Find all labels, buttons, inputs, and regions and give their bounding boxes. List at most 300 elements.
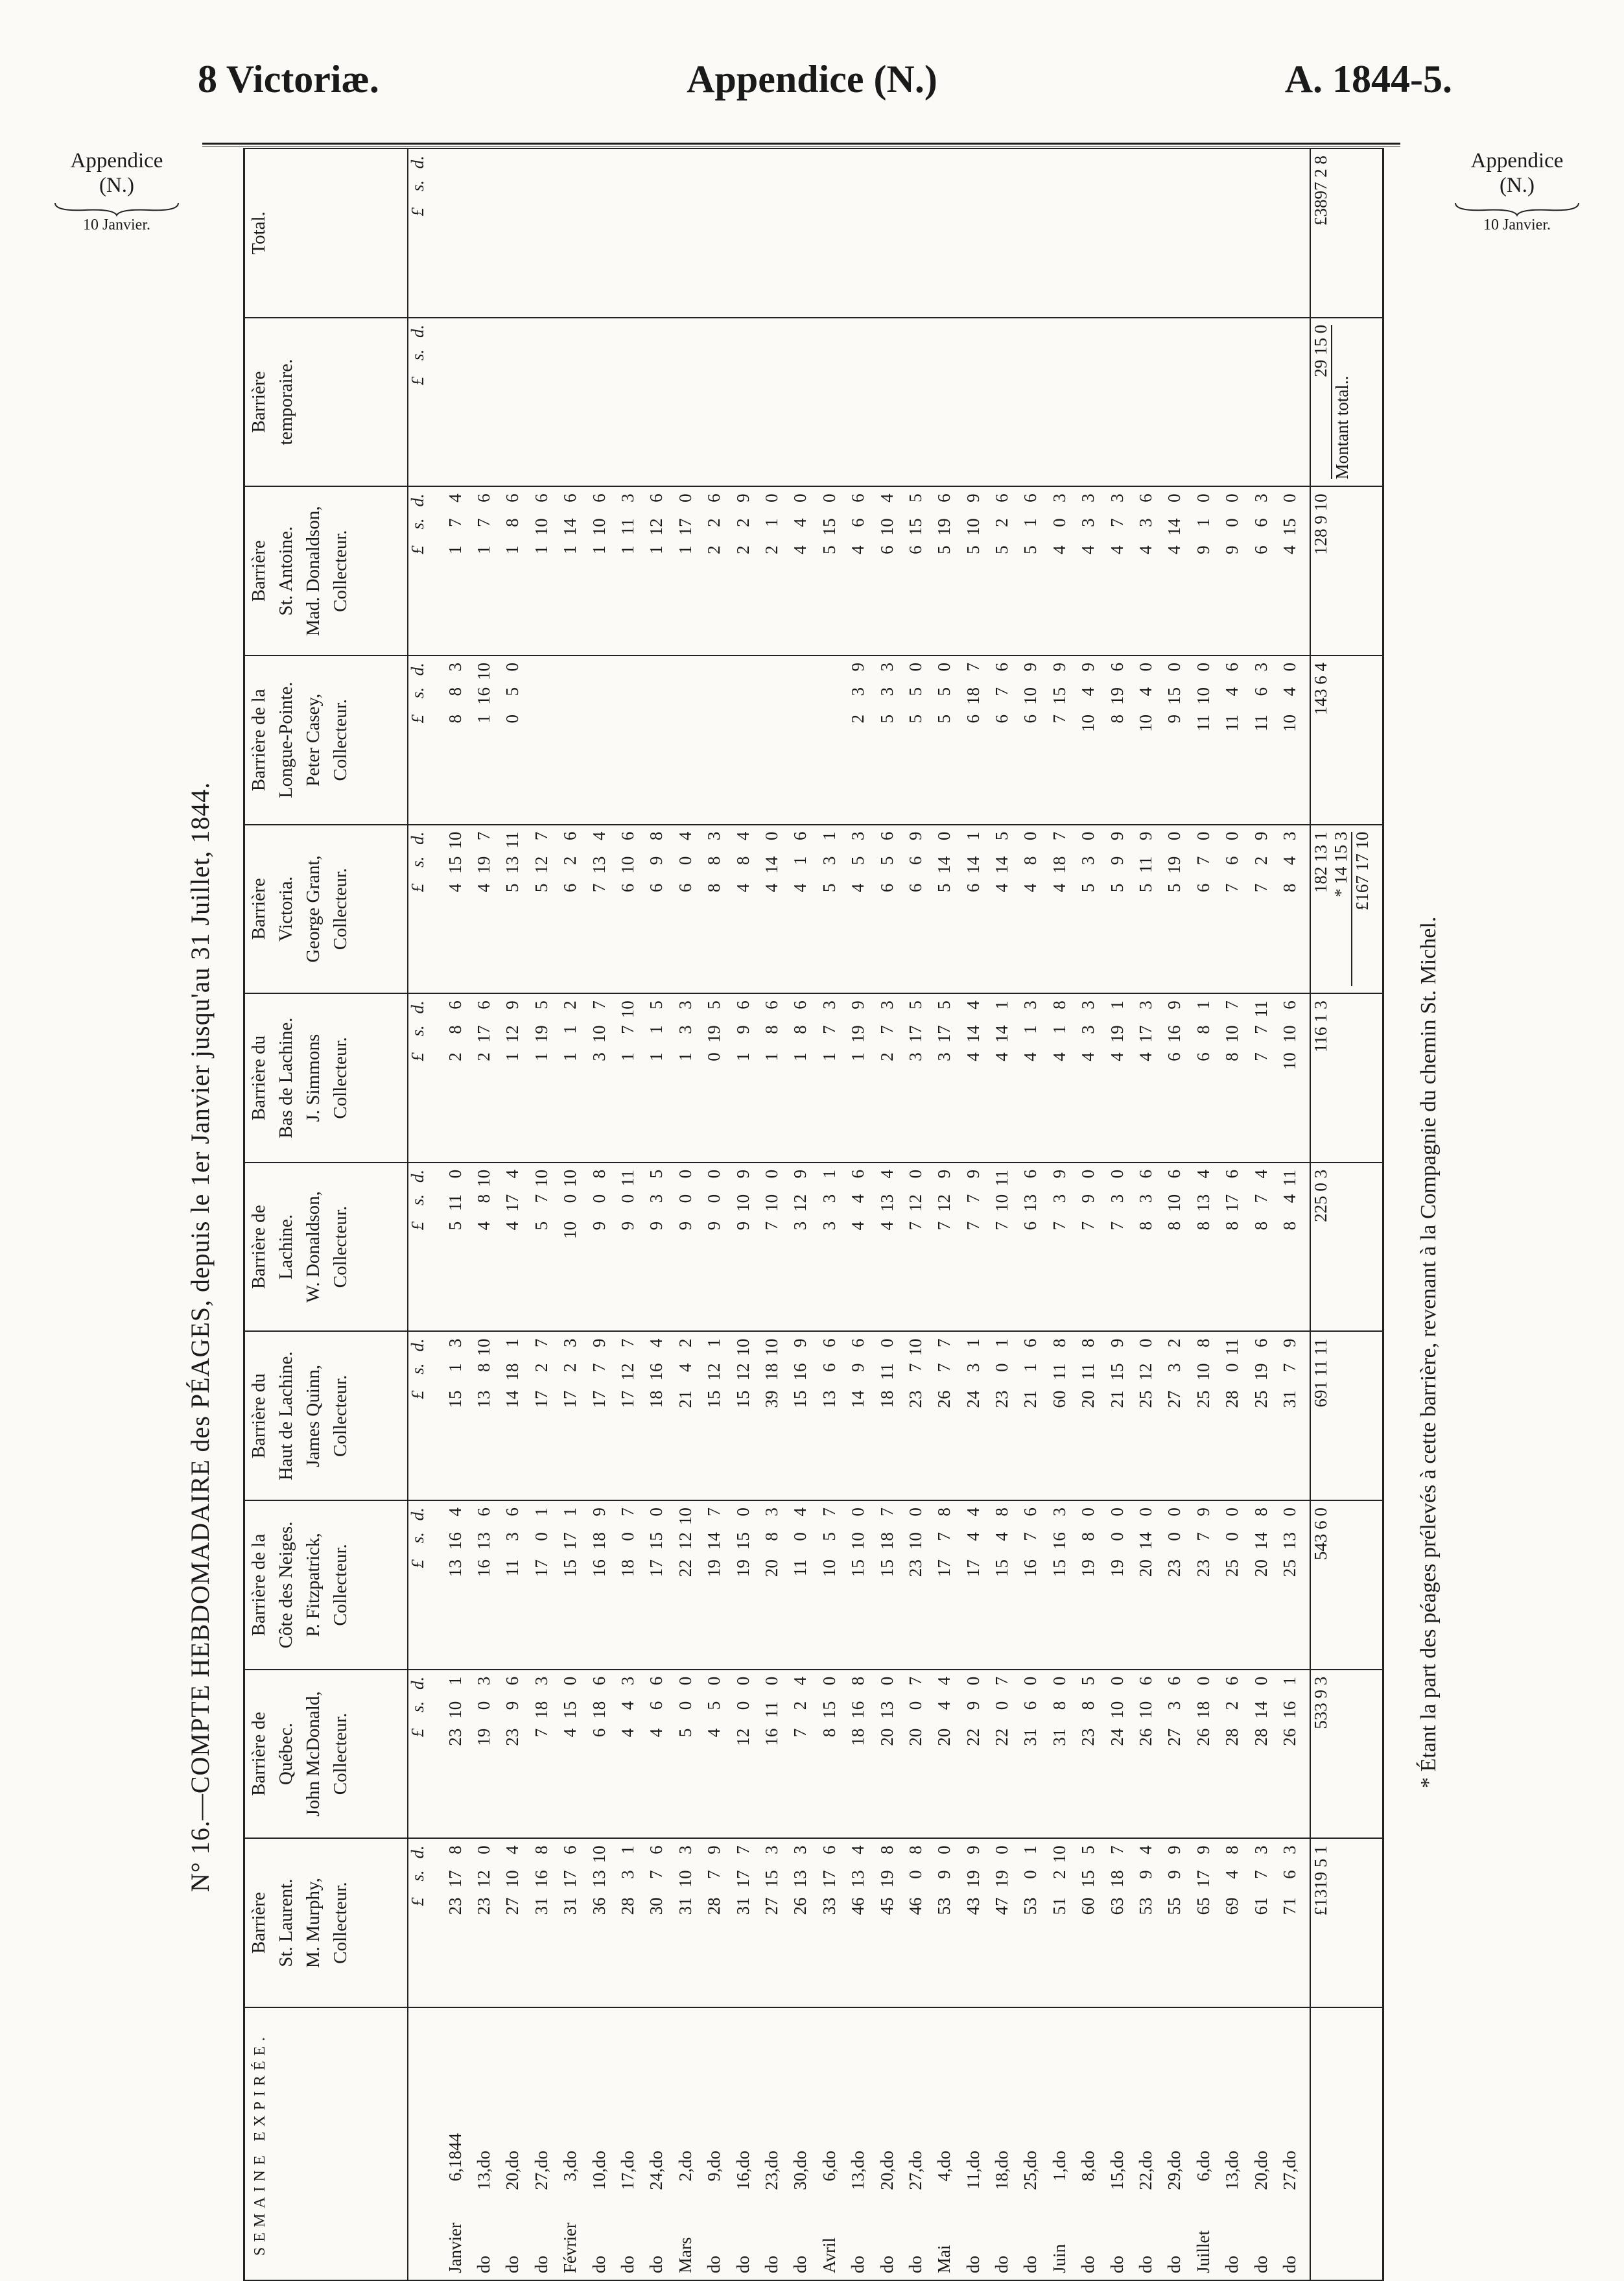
amount-part: 19 — [963, 1870, 983, 1888]
amount-part: 7 — [992, 1676, 1012, 1686]
amount-cell — [1280, 1163, 1310, 1332]
amount-part: 16 — [474, 687, 494, 705]
amount-part: 6 — [1020, 1221, 1041, 1231]
amount-part: 5 — [502, 687, 523, 696]
amount-part: 6 — [848, 1338, 868, 1347]
amount-part: 10 — [474, 1169, 494, 1187]
amount-cell — [1108, 656, 1136, 825]
column-header-line: Barrière de la — [248, 689, 269, 792]
amount-part: 2 — [733, 518, 753, 527]
amount-part: 6 — [589, 1676, 609, 1686]
column-header — [244, 1163, 408, 1332]
amount-part: 19 — [877, 1870, 897, 1888]
amount-part: 7 — [1251, 883, 1271, 893]
amount-part: 2 — [1222, 1701, 1242, 1710]
week-cell — [1136, 2007, 1165, 2280]
week-d: 13, — [848, 2168, 868, 2190]
amount-cell — [590, 1670, 618, 1839]
amount-part: 19 — [1164, 856, 1184, 874]
amount-cell — [1194, 318, 1223, 487]
table-row — [964, 148, 993, 2280]
amount-part: 8 — [474, 1363, 494, 1372]
side-note-sub: (N.) — [1499, 173, 1535, 197]
amount-cell — [705, 1331, 733, 1500]
column-header — [244, 825, 408, 994]
amount-part: 25 — [1222, 1559, 1242, 1578]
side-note-sub: (N.) — [99, 173, 135, 197]
amount-cell — [532, 1838, 561, 2007]
week-cell — [993, 2007, 1021, 2280]
amount-part: 3 — [1279, 831, 1299, 841]
week-cell — [906, 2007, 935, 2280]
table-row — [762, 148, 791, 2280]
amount-part: 5 — [905, 714, 925, 724]
amount-part: 6 — [963, 714, 983, 724]
amount-part: 0 — [992, 1363, 1012, 1372]
amount-part: 1 — [502, 1052, 523, 1061]
amount-cell — [849, 1163, 877, 1332]
amount-part: 8 — [445, 714, 465, 724]
amount-cell — [1280, 486, 1310, 656]
amount-cell — [762, 148, 791, 318]
amount-part: 0 — [1164, 1507, 1184, 1517]
amount-part: 4 — [445, 493, 465, 502]
amount-part: 9 — [1164, 714, 1184, 724]
amount-part: 0 — [1020, 831, 1041, 841]
amount-part: 3 — [1078, 1025, 1098, 1034]
amount-cell — [1194, 1838, 1223, 2007]
amount-part: 6 — [905, 856, 925, 866]
amount-part: 14 — [761, 856, 781, 874]
amount-cell — [475, 1500, 503, 1670]
amount-cell — [647, 1331, 676, 1500]
currency-unit: s. — [408, 518, 427, 530]
amount-part: 6 — [1222, 856, 1242, 866]
amount-cell — [532, 1331, 561, 1500]
amount-cell — [1223, 656, 1251, 825]
amount-cell — [906, 1838, 935, 2007]
week-y: do — [819, 2151, 839, 2168]
amount-cell — [1194, 1163, 1223, 1332]
week-y: do — [905, 2151, 925, 2168]
side-note-right — [1446, 149, 1588, 234]
column-header — [244, 1500, 408, 1670]
amount-part: 15 — [1164, 687, 1184, 705]
amount-part: 0 — [1164, 831, 1184, 841]
amount-part: 0 — [704, 1169, 724, 1179]
amount-cell — [676, 318, 705, 487]
amount-part: 5 — [1078, 883, 1098, 893]
amount-part: 6 — [963, 883, 983, 893]
amount-part: 16 — [790, 1363, 810, 1381]
amount-part: 7 — [1222, 883, 1242, 893]
amount-part: 9 — [1107, 831, 1127, 841]
amount-part: 3 — [790, 1221, 810, 1231]
amount-cell — [1050, 1331, 1079, 1500]
amount-part: 19 — [733, 1559, 753, 1578]
currency-unit: s. — [408, 856, 427, 868]
amount-part: 4 — [1193, 1169, 1213, 1179]
amount-cell — [561, 1163, 589, 1332]
column-header-line: Bas de Lachine. — [276, 1017, 297, 1139]
amount-part: 0 — [1222, 518, 1242, 527]
amount-part: 5 — [905, 493, 925, 502]
amount-part: 25 — [1251, 1390, 1271, 1408]
amount-part: 6 — [934, 493, 954, 502]
table-row — [705, 148, 733, 2280]
amount-cell — [1280, 825, 1310, 994]
currency-units — [408, 148, 446, 318]
amount-part: 0 — [560, 1194, 580, 1203]
amount-part: 0 — [819, 493, 839, 502]
amount-part: 2 — [877, 1052, 897, 1061]
amount-cell — [1252, 1838, 1280, 2007]
amount-part: 43 — [963, 1897, 983, 1915]
amount-part: 9 — [934, 1870, 954, 1879]
amount-part: 16 — [1279, 1701, 1299, 1719]
week-y: do — [474, 2151, 494, 2168]
amount-part: 23 — [474, 1897, 494, 1915]
amount-cell — [561, 486, 589, 656]
amount-cell — [647, 1670, 676, 1839]
amount-part: 1 — [675, 545, 695, 554]
amount-part: 3 — [1078, 493, 1098, 502]
currency-unit: £ — [408, 714, 427, 724]
amount-part: 8 — [1020, 856, 1041, 866]
brace-icon — [52, 200, 182, 217]
amount-part: 0 — [1164, 662, 1184, 672]
amount-part: 7 — [474, 518, 494, 527]
amount-part: 6 — [1251, 1338, 1271, 1347]
amount-part: 4 — [934, 1701, 954, 1710]
amount-part: 10 — [819, 1559, 839, 1578]
week-y: do — [560, 2151, 580, 2168]
amount-cell — [1021, 825, 1050, 994]
amount-part: 6 — [1279, 1870, 1299, 1879]
amount-part: 8 — [445, 1025, 465, 1034]
week-m: do — [1279, 2256, 1299, 2273]
amount-part: 2 — [704, 518, 724, 527]
amount-part: 13 — [474, 1532, 494, 1550]
amount-part: 7 — [1078, 1221, 1098, 1231]
amount-part: 0 — [1222, 493, 1242, 502]
amount-cell — [446, 1500, 475, 1670]
amount-cell — [849, 1331, 877, 1500]
amount-part: 9 — [733, 1221, 753, 1231]
amount-cell — [935, 1163, 963, 1332]
amount-cell — [1136, 148, 1165, 318]
amount-part: 46 — [905, 1897, 925, 1915]
week-cell — [935, 2007, 963, 2280]
week-cell — [878, 2007, 906, 2280]
amount-part: 9 — [704, 1221, 724, 1231]
amount-part: 1 — [646, 1025, 666, 1034]
amount-part: 9 — [905, 831, 925, 841]
amount-part: 5 — [934, 1000, 954, 1010]
amount-cell — [446, 318, 475, 487]
amount-cell — [1108, 1670, 1136, 1839]
currency-units — [408, 825, 446, 994]
amount-part: 2 — [1251, 856, 1271, 866]
amount-part: 4 — [790, 1507, 810, 1517]
amount-part: 7 — [1193, 856, 1213, 866]
table-row — [532, 148, 561, 2280]
amount-part: 25 — [1136, 1390, 1156, 1408]
table-row — [878, 148, 906, 2280]
toll-table — [243, 148, 1384, 2281]
column-header-line: George Grant, — [303, 855, 324, 963]
amount-cell — [1136, 1331, 1165, 1500]
amount-part: 7 — [934, 1532, 954, 1541]
amount-part: 6 — [1136, 493, 1156, 502]
amount-part: 20 — [877, 1728, 897, 1746]
amount-cell — [1165, 1163, 1194, 1332]
amount-part: 15 — [819, 518, 839, 536]
column-header-line: Victoria. — [276, 876, 297, 942]
column-header-line: W. Donaldson, — [303, 1191, 324, 1303]
amount-part: 18 — [877, 1532, 897, 1550]
amount-part: 4 — [1222, 687, 1242, 696]
amount-part: 6 — [1020, 1338, 1041, 1347]
amount-cell — [820, 1500, 849, 1670]
amount-part: 9 — [1078, 1194, 1098, 1203]
amount-part: 6 — [905, 545, 925, 554]
amount-cell — [1280, 1670, 1310, 1839]
amount-part: 3 — [1279, 1845, 1299, 1854]
amount-cell — [1021, 1163, 1050, 1332]
amount-part: 4 — [474, 883, 494, 893]
amount-cell — [1223, 1331, 1251, 1500]
currency-unit: d. — [408, 324, 427, 338]
amount-part: 13 — [819, 1390, 839, 1408]
amount-part: 7 — [1049, 1221, 1069, 1231]
table-caption: N° 16.—COMPTE HEBDOMADAIRE des PÉAGES, depuis le 1er Janvier jusqu'au 31 Juillet, 1844. — [185, 781, 215, 1892]
totals-row — [1310, 148, 1383, 2280]
amount-cell — [964, 486, 993, 656]
week-y: do — [1107, 2151, 1127, 2168]
week-d: 16, — [733, 2168, 753, 2190]
amount-cell — [503, 486, 532, 656]
amount-part: 4 — [1279, 856, 1299, 866]
amount-cell — [1194, 148, 1223, 318]
amount-part: 20 — [1136, 1559, 1156, 1578]
amount-part: 17 — [445, 1870, 465, 1888]
amount-cell — [1079, 1670, 1107, 1839]
week-m: do — [1164, 2256, 1184, 2273]
amount-cell — [1223, 148, 1251, 318]
week-d: 6, — [445, 2168, 465, 2182]
amount-part: 4 — [1222, 1870, 1242, 1879]
amount-part: 0 — [1078, 1169, 1098, 1179]
amount-cell — [561, 1838, 589, 2007]
amount-part: 4 — [1136, 1845, 1156, 1854]
amount-part: 6 — [560, 883, 580, 893]
amount-part: 4 — [1136, 1052, 1156, 1061]
amount-cell — [964, 825, 993, 994]
amount-part: 0 — [1078, 1507, 1098, 1517]
week-m: Avril — [819, 2238, 839, 2273]
amount-part: 6 — [618, 831, 637, 841]
amount-cell — [993, 1838, 1021, 2007]
table-row — [1021, 148, 1050, 2280]
amount-part: 1 — [1279, 1676, 1299, 1686]
amount-part: 0 — [1107, 1507, 1127, 1517]
amount-part: 19 — [474, 1728, 494, 1746]
amount-part: 15 — [560, 1559, 580, 1578]
amount-part: 10 — [761, 1338, 781, 1356]
amount-part: 17 — [618, 1390, 637, 1408]
amount-cell — [647, 148, 676, 318]
amount-part: 8 — [1222, 1052, 1242, 1061]
amount-part: 20 — [1078, 1390, 1098, 1408]
amount-part: 6 — [992, 662, 1012, 672]
currency-unit: d. — [408, 1507, 427, 1521]
amount-part: 9 — [963, 1845, 983, 1854]
amount-cell — [475, 1331, 503, 1500]
amount-part: 4 — [1078, 687, 1098, 696]
amount-cell — [762, 318, 791, 487]
amount-part: 26 — [934, 1390, 954, 1408]
amount-part: 6 — [1107, 662, 1127, 672]
amount-part: 23 — [905, 1390, 925, 1408]
amount-part: 8 — [1193, 1025, 1213, 1034]
table-row — [906, 148, 935, 2280]
amount-cell — [849, 993, 877, 1163]
amount-part: 19 — [992, 1870, 1012, 1888]
table-row — [676, 148, 705, 2280]
amount-part: 7 — [1020, 1532, 1041, 1541]
amount-part: 5 — [819, 545, 839, 554]
unit-row — [408, 148, 446, 2280]
week-y: do — [1136, 2151, 1156, 2168]
amount-part: 11 — [1251, 714, 1271, 731]
week-m: Juin — [1049, 2243, 1069, 2273]
amount-cell — [762, 1500, 791, 1670]
amount-part: 7 — [1251, 1870, 1271, 1879]
amount-part: 7 — [819, 1025, 839, 1034]
amount-part: 8 — [502, 518, 523, 527]
amount-part: 15 — [1049, 687, 1069, 705]
amount-cell — [1136, 1500, 1165, 1670]
amount-cell — [618, 1331, 647, 1500]
amount-cell — [964, 318, 993, 487]
amount-part: 4 — [675, 1363, 695, 1372]
amount-part: 1 — [646, 1052, 666, 1061]
amount-cell — [1165, 825, 1194, 994]
amount-part: 9 — [1020, 662, 1041, 672]
amount-part: 19 — [704, 1025, 724, 1043]
amount-cell — [532, 486, 561, 656]
amount-cell — [1165, 1838, 1194, 2007]
amount-part: 12 — [474, 1870, 494, 1888]
amount-part: 31 — [675, 1897, 695, 1915]
amount-part: 4 — [474, 1221, 494, 1231]
amount-cell — [475, 1163, 503, 1332]
amount-part: 2 — [761, 545, 781, 554]
week-d: 3, — [560, 2168, 580, 2182]
column-header-line: Barrière de — [248, 1712, 269, 1796]
week-d: 20, — [877, 2168, 897, 2190]
amount-cell — [820, 486, 849, 656]
amount-cell — [791, 1331, 819, 1500]
currency-unit: s. — [408, 349, 427, 360]
amount-part: 6 — [646, 1676, 666, 1686]
amount-part: 0 — [963, 1676, 983, 1686]
amount-part: 7 — [934, 1363, 954, 1372]
amount-cell — [705, 1163, 733, 1332]
amount-cell — [762, 993, 791, 1163]
amount-cell — [503, 656, 532, 825]
amount-cell — [935, 148, 963, 318]
amount-part: 18 — [589, 1701, 609, 1719]
amount-part: 1 — [646, 545, 666, 554]
amount-part: 8 — [1222, 1221, 1242, 1231]
amount-part: 7 — [618, 1507, 637, 1517]
amount-cell — [878, 318, 906, 487]
amount-cell — [561, 148, 589, 318]
amount-cell — [647, 486, 676, 656]
amount-part: 0 — [589, 1194, 609, 1203]
amount-cell — [705, 318, 733, 487]
amount-part: 18 — [761, 1363, 781, 1381]
amount-cell — [532, 1500, 561, 1670]
week-y: do — [963, 2151, 983, 2168]
amount-part: 9 — [733, 1025, 753, 1034]
week-d: 27, — [905, 2168, 925, 2190]
amount-cell — [1223, 1838, 1251, 2007]
amount-part: 10 — [1136, 714, 1156, 732]
amount-part: 28 — [1222, 1728, 1242, 1746]
amount-part: 2 — [992, 518, 1012, 527]
column-header — [244, 1670, 408, 1839]
amount-part: 19 — [704, 1559, 724, 1578]
currency-unit: s. — [408, 180, 427, 192]
amount-cell — [820, 656, 849, 825]
amount-part: 15 — [445, 856, 465, 874]
amount-part: 12 — [733, 1363, 753, 1381]
amount-part: 7 — [905, 1676, 925, 1686]
amount-part: 14 — [1164, 518, 1184, 536]
amount-cell — [906, 1670, 935, 1839]
week-y: do — [1164, 2151, 1184, 2168]
column-header-line: Longue-Pointe. — [276, 681, 297, 799]
amount-cell — [705, 148, 733, 318]
amount-cell — [676, 993, 705, 1163]
week-y: do — [992, 2151, 1012, 2168]
amount-part: 13 — [790, 1870, 810, 1888]
amount-cell — [1079, 1838, 1107, 2007]
amount-part: 3 — [675, 1000, 695, 1010]
amount-part: 6 — [618, 883, 637, 893]
amount-cell — [676, 656, 705, 825]
amount-part: 5 — [905, 1000, 925, 1010]
amount-cell — [1252, 656, 1280, 825]
week-header: SEMAINE EXPIRÉE. — [244, 2007, 408, 2280]
amount-part: 25 — [1193, 1390, 1213, 1408]
amount-cell — [964, 148, 993, 318]
amount-part: 4 — [963, 1052, 983, 1061]
amount-part: 15 — [992, 1559, 1012, 1578]
week-cell — [1280, 2007, 1310, 2280]
amount-part: 10 — [589, 1025, 609, 1043]
amount-part: 18 — [502, 1363, 523, 1381]
amount-cell — [676, 825, 705, 994]
week-m: do — [531, 2256, 551, 2273]
amount-part: 18 — [848, 1728, 868, 1746]
week-d: 29, — [1164, 2168, 1184, 2190]
amount-part: 15 — [704, 1390, 724, 1408]
amount-part: 18 — [1107, 1870, 1127, 1888]
